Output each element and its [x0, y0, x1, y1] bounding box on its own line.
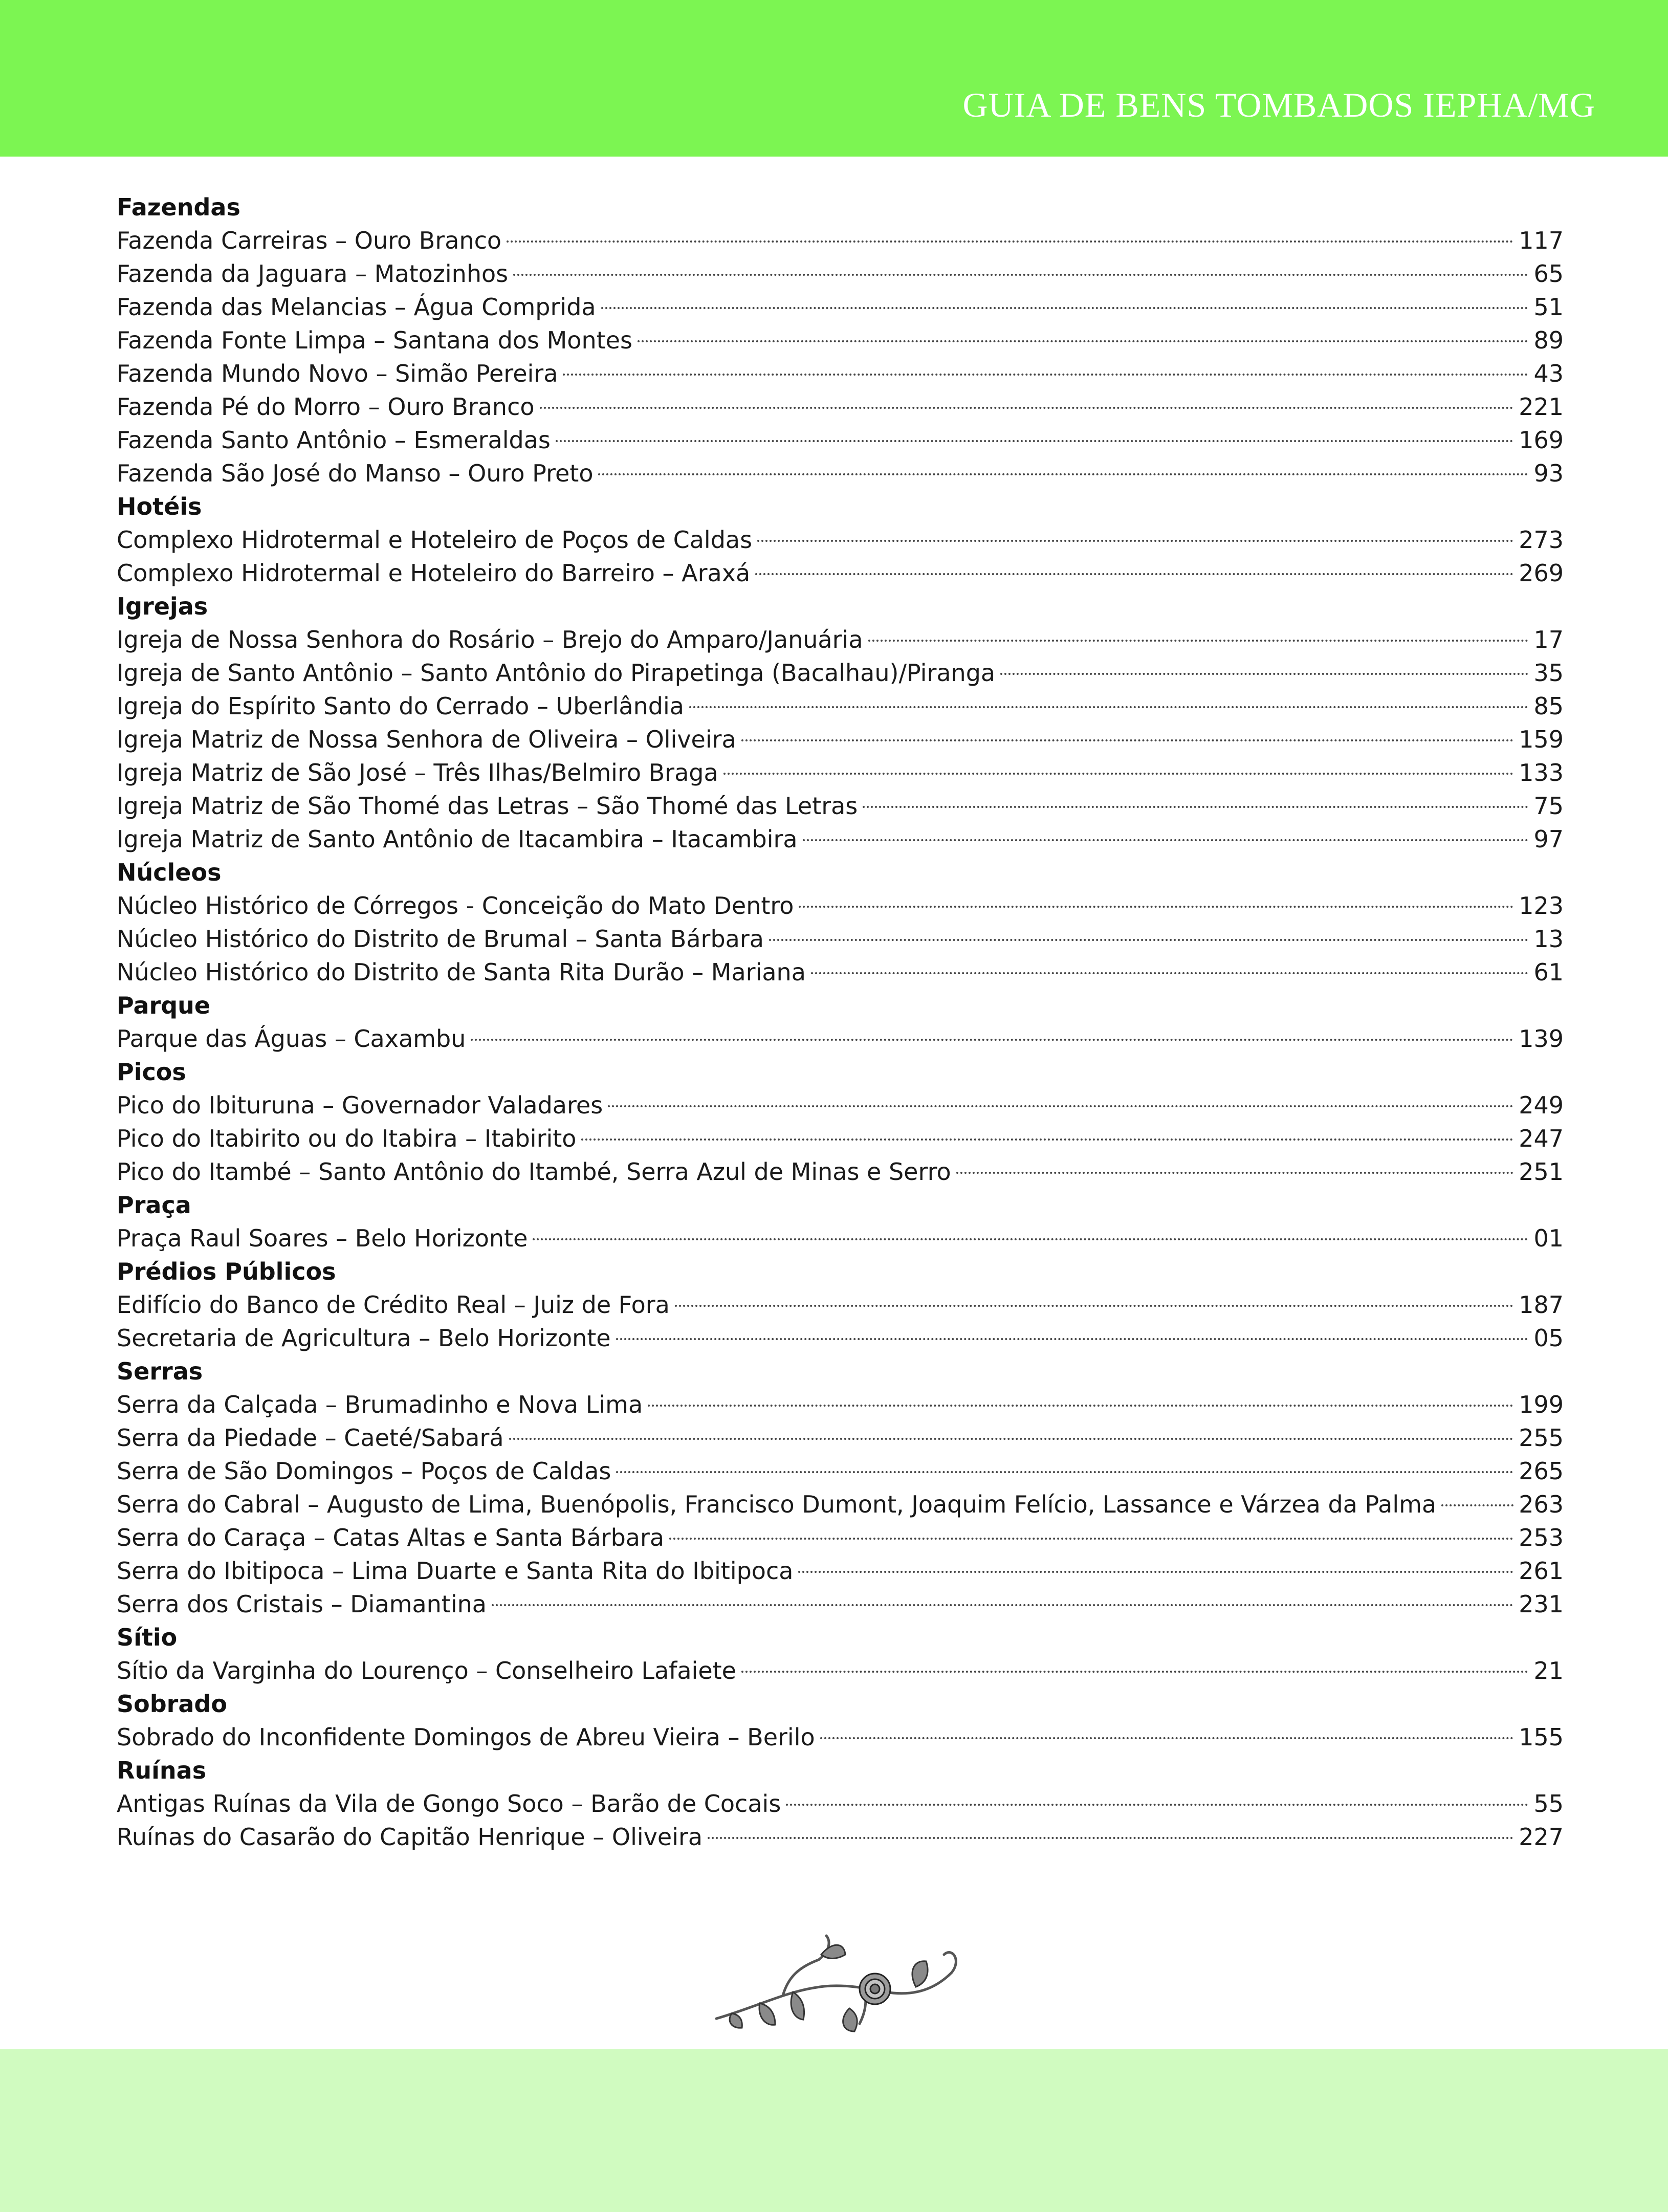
dot-leader — [811, 972, 1529, 974]
page-number: 117 — [1519, 227, 1564, 254]
dot-leader — [507, 240, 1513, 243]
toc-entry — [117, 424, 1564, 457]
entry-title: Sítio da Varginha do Lourenço – Conselheiro Lafaiete — [117, 1657, 736, 1684]
page-number: 221 — [1519, 393, 1564, 421]
toc-entry — [117, 923, 1564, 956]
toc-entry — [117, 823, 1564, 856]
entry-title: Serra do Ibitipoca – Lima Duarte e Santa Rita do Ibitipoca — [117, 1557, 794, 1585]
toc-entry — [117, 1588, 1564, 1621]
entry-title: Fazenda São José do Manso – Ouro Preto — [117, 459, 594, 487]
page-number: 139 — [1519, 1025, 1564, 1053]
dot-leader — [563, 374, 1528, 376]
dot-leader — [741, 739, 1513, 741]
toc-entry — [117, 756, 1564, 790]
toc-entry — [117, 690, 1564, 723]
page-number: 01 — [1533, 1224, 1564, 1252]
entry-title: Pico do Ibituruna – Governador Valadares — [117, 1091, 603, 1119]
page-number: 97 — [1533, 825, 1564, 853]
dot-leader — [863, 806, 1528, 808]
toc-entry — [117, 1821, 1564, 1854]
entry-title: Complexo Hidrotermal e Hoteleiro do Barreiro – Araxá — [117, 559, 751, 587]
toc-entry — [117, 1222, 1564, 1255]
entry-title: Serra da Calçada – Brumadinho e Nova Lima — [117, 1391, 643, 1418]
entry-title: Igreja Matriz de São José – Três Ilhas/Belmiro Braga — [117, 759, 718, 786]
dot-leader — [799, 906, 1513, 908]
page-number: 21 — [1533, 1657, 1564, 1684]
entry-title: Ruínas do Casarão do Capitão Henrique – Oliveira — [117, 1823, 703, 1851]
dot-leader — [786, 1804, 1528, 1806]
dot-leader — [471, 1039, 1513, 1041]
dot-leader — [723, 773, 1514, 775]
section-heading: Prédios Públicos — [117, 1258, 336, 1285]
entry-title: Serra do Cabral – Augusto de Lima, Buenópolis, Francisco Dumont, Joaquim Felício, Lassance e Várzea da Palma — [117, 1491, 1437, 1518]
header-title: GUIA DE BENS TOMBADOS IEPHA/MG — [962, 85, 1595, 124]
section-heading: Hotéis — [117, 493, 202, 520]
dot-leader — [638, 340, 1529, 342]
page-number: 61 — [1533, 958, 1564, 986]
entry-title: Igreja do Espírito Santo do Cerrado – Uberlândia — [117, 692, 684, 720]
toc-entry — [117, 1122, 1564, 1155]
dot-leader — [675, 1305, 1513, 1307]
table-of-contents — [117, 191, 1564, 1854]
page-number: 85 — [1533, 692, 1564, 720]
dot-leader — [540, 407, 1514, 409]
dot-leader — [513, 274, 1528, 276]
toc-entry — [117, 1787, 1564, 1821]
toc-entry — [117, 324, 1564, 357]
dot-leader — [1000, 673, 1528, 675]
toc-entry — [117, 1022, 1564, 1056]
page-number: 155 — [1519, 1723, 1564, 1751]
toc-entry — [117, 623, 1564, 656]
section-heading: Picos — [117, 1058, 186, 1086]
toc-entry — [117, 790, 1564, 823]
dot-leader — [803, 839, 1529, 841]
toc-entry — [117, 1388, 1564, 1421]
entry-title: Igreja de Santo Antônio – Santo Antônio do Pirapetinga (Bacalhau)/Piranga — [117, 659, 996, 687]
page-number: 159 — [1519, 726, 1564, 753]
entry-title: Pico do Itambé – Santo Antônio do Itambé, Serra Azul de Minas e Serro — [117, 1158, 951, 1186]
entry-title: Igreja de Nossa Senhora do Rosário – Brejo do Amparo/Januária — [117, 626, 863, 653]
toc-entry — [117, 656, 1564, 690]
dot-leader — [556, 440, 1513, 442]
section-heading: Fazendas — [117, 193, 240, 221]
page-number: 261 — [1519, 1557, 1564, 1585]
entry-title: Pico do Itabirito ou do Itabira – Itabirito — [117, 1125, 577, 1152]
page-number: 43 — [1533, 360, 1564, 387]
page-number: 273 — [1519, 526, 1564, 554]
dot-leader — [598, 473, 1528, 475]
toc-entry — [117, 1654, 1564, 1688]
entry-title: Serra da Piedade – Caeté/Sabará — [117, 1424, 504, 1452]
entry-title: Sobrado do Inconfidente Domingos de Abreu Vieira – Berilo — [117, 1723, 815, 1751]
toc-entry — [117, 457, 1564, 490]
dot-leader — [601, 307, 1529, 309]
toc-entry — [117, 956, 1564, 989]
toc-entry — [117, 557, 1564, 590]
entry-title: Complexo Hidrotermal e Hoteleiro de Poços de Caldas — [117, 526, 753, 554]
section-heading: Sítio — [117, 1624, 178, 1651]
dot-leader — [956, 1172, 1514, 1174]
dot-leader — [509, 1438, 1514, 1440]
section-heading: Ruínas — [117, 1757, 207, 1784]
section-heading: Igrejas — [117, 593, 208, 620]
dot-leader — [755, 573, 1513, 575]
section-heading: Serras — [117, 1357, 203, 1385]
toc-entry — [117, 1155, 1564, 1189]
page-number: 75 — [1533, 792, 1564, 820]
page-number: 231 — [1519, 1590, 1564, 1618]
entry-title: Fazenda Mundo Novo – Simão Pereira — [117, 360, 558, 387]
toc-entry — [117, 1488, 1564, 1521]
dot-leader — [689, 706, 1529, 708]
page-number: 269 — [1519, 559, 1564, 587]
page-number: 35 — [1533, 659, 1564, 687]
entry-title: Núcleo Histórico do Distrito de Brumal – Santa Bárbara — [117, 925, 764, 953]
page-number: 17 — [1533, 626, 1564, 653]
entry-title: Núcleo Histórico do Distrito de Santa Rita Durão – Mariana — [117, 958, 806, 986]
dot-leader — [616, 1338, 1529, 1340]
page-number: 227 — [1519, 1823, 1564, 1851]
page-number: 253 — [1519, 1524, 1564, 1551]
toc-entry — [117, 1521, 1564, 1554]
page-number: 187 — [1519, 1291, 1564, 1319]
toc-entry — [117, 1322, 1564, 1355]
section-heading: Sobrado — [117, 1690, 227, 1718]
dot-leader — [708, 1837, 1513, 1839]
dot-leader — [608, 1105, 1513, 1107]
dot-leader — [581, 1138, 1513, 1141]
entry-title: Antigas Ruínas da Vila de Gongo Soco – Barão de Cocais — [117, 1790, 781, 1817]
page-header — [0, 0, 1668, 157]
toc-entry — [117, 1421, 1564, 1455]
toc-entry — [117, 523, 1564, 557]
toc-entry — [117, 291, 1564, 324]
entry-title: Igreja Matriz de Santo Antônio de Itacambira – Itacambira — [117, 825, 798, 853]
toc-entry — [117, 357, 1564, 390]
dot-leader — [492, 1604, 1513, 1606]
entry-title: Serra do Caraça – Catas Altas e Santa Bárbara — [117, 1524, 665, 1551]
entry-title: Serra de São Domingos – Poços de Caldas — [117, 1457, 611, 1485]
section-heading: Parque — [117, 992, 211, 1019]
page-number: 55 — [1533, 1790, 1564, 1817]
dot-leader — [648, 1405, 1513, 1407]
page-number: 65 — [1533, 260, 1564, 288]
dot-leader — [798, 1571, 1513, 1573]
page-number: 05 — [1533, 1324, 1564, 1352]
toc-entry — [117, 723, 1564, 756]
toc-entry — [117, 390, 1564, 424]
entry-title: Secretaria de Agricultura – Belo Horizonte — [117, 1324, 611, 1352]
entry-title: Núcleo Histórico de Córregos - Conceição do Mato Dentro — [117, 892, 794, 919]
dot-leader — [757, 540, 1513, 542]
dot-leader — [769, 939, 1529, 941]
dot-leader — [820, 1737, 1514, 1739]
page-number: 89 — [1533, 326, 1564, 354]
entry-title: Praça Raul Soares – Belo Horizonte — [117, 1224, 528, 1252]
toc-entry — [117, 1455, 1564, 1488]
toc-entry — [117, 1288, 1564, 1322]
dot-leader — [669, 1538, 1513, 1540]
page-number: 247 — [1519, 1125, 1564, 1152]
entry-title: Fazenda Santo Antônio – Esmeraldas — [117, 426, 551, 454]
page-number: 13 — [1533, 925, 1564, 953]
dot-leader — [868, 640, 1529, 642]
page-number: 93 — [1533, 459, 1564, 487]
entry-title: Fazenda Pé do Morro – Ouro Branco — [117, 393, 535, 421]
section-heading: Praça — [117, 1191, 191, 1219]
page-number: 249 — [1519, 1091, 1564, 1119]
dot-leader — [1441, 1504, 1513, 1506]
toc-entry — [117, 1089, 1564, 1122]
toc-entry — [117, 257, 1564, 291]
section-heading: Núcleos — [117, 859, 222, 886]
toc-entry — [117, 224, 1564, 257]
dot-leader — [616, 1471, 1513, 1473]
entry-title: Parque das Águas – Caxambu — [117, 1025, 466, 1053]
entry-title: Fazenda da Jaguara – Matozinhos — [117, 260, 509, 288]
dot-leader — [533, 1238, 1528, 1240]
page-number: 265 — [1519, 1457, 1564, 1485]
entry-title: Igreja Matriz de São Thomé das Letras – São Thomé das Letras — [117, 792, 858, 820]
page-number: 133 — [1519, 759, 1564, 786]
page-number: 251 — [1519, 1158, 1564, 1186]
page-number: 123 — [1519, 892, 1564, 919]
page-number: 255 — [1519, 1424, 1564, 1452]
entry-title: Fazenda das Melancias – Água Comprida — [117, 293, 596, 321]
toc-entry — [117, 889, 1564, 923]
page-number: 263 — [1519, 1491, 1564, 1518]
toc-entry — [117, 1721, 1564, 1754]
toc-entry — [117, 1554, 1564, 1588]
page-number: 199 — [1519, 1391, 1564, 1418]
entry-title: Edifício do Banco de Crédito Real – Juiz de Fora — [117, 1291, 670, 1319]
entry-title: Fazenda Fonte Limpa – Santana dos Montes — [117, 326, 632, 354]
page-number: 51 — [1533, 293, 1564, 321]
entry-title: Serra dos Cristais – Diamantina — [117, 1590, 487, 1618]
page-number: 169 — [1519, 426, 1564, 454]
entry-title: Igreja Matriz de Nossa Senhora de Oliveira – Oliveira — [117, 726, 736, 753]
dot-leader — [741, 1671, 1528, 1673]
page-footer — [0, 2049, 1668, 2212]
rose-branch-icon — [711, 1932, 977, 2034]
entry-title: Fazenda Carreiras – Ouro Branco — [117, 227, 502, 254]
